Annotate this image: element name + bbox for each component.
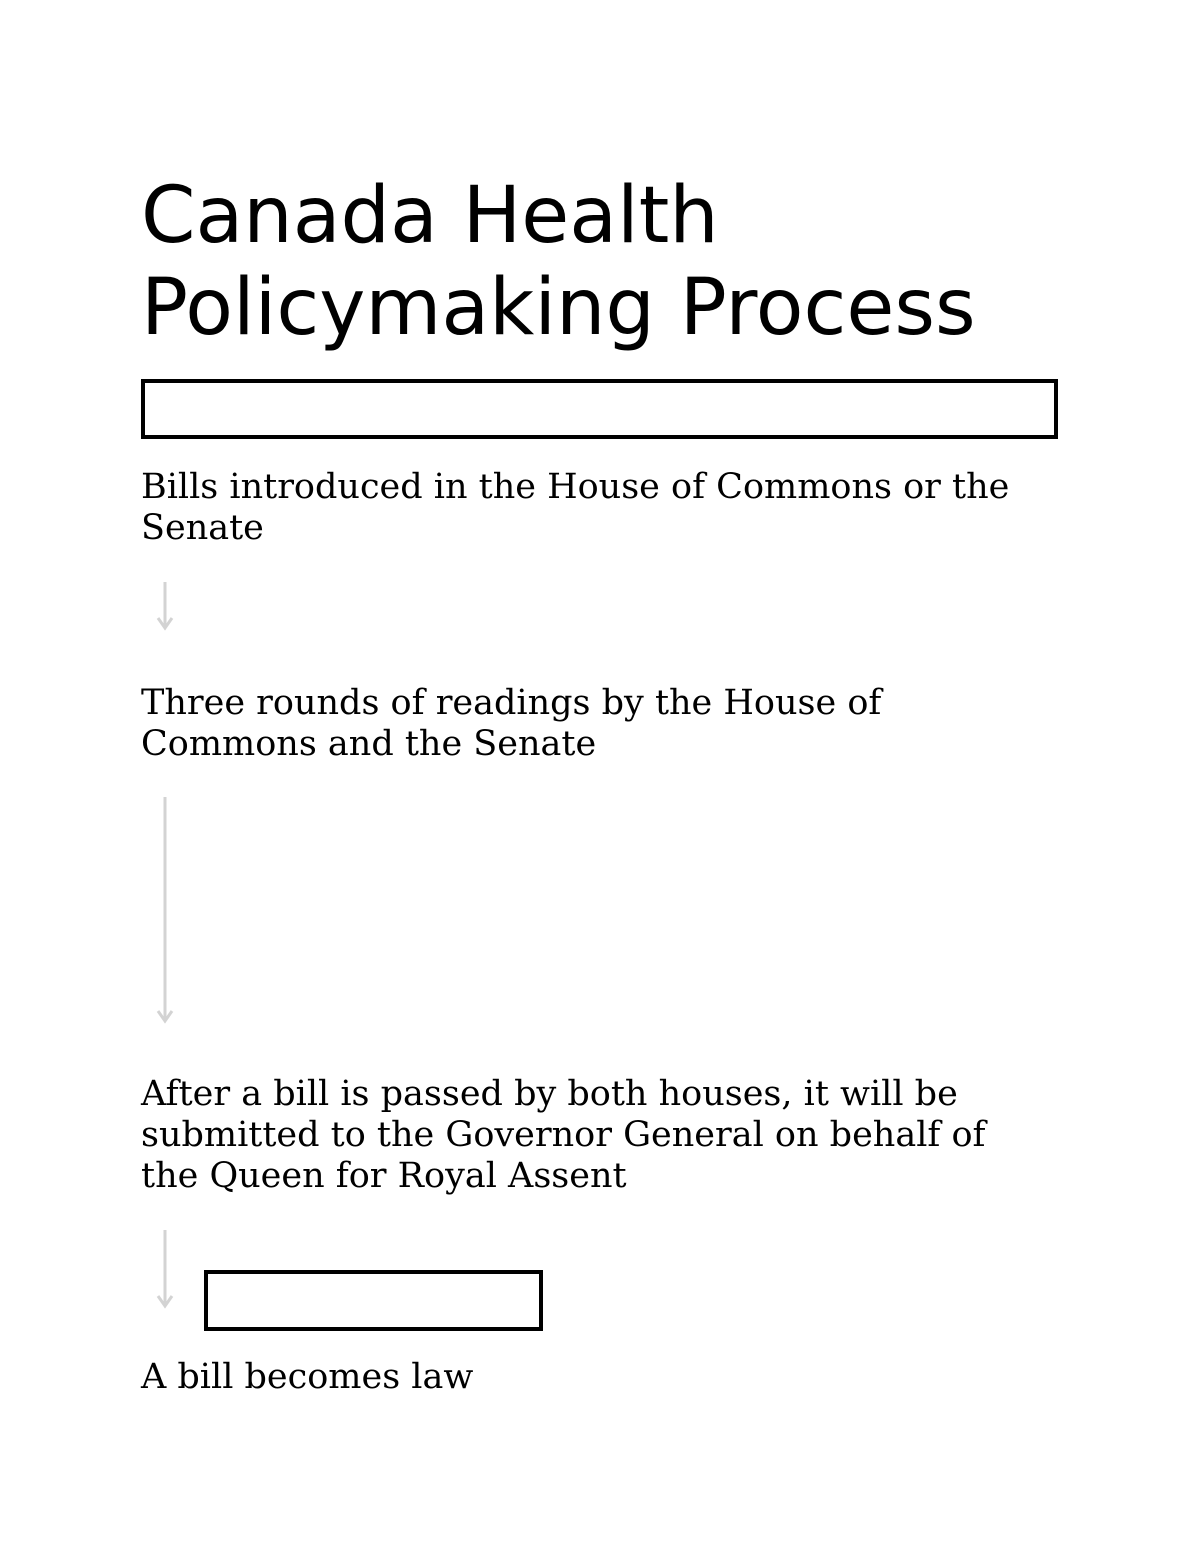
step-royal-assent: After a bill is passed by both houses, it will be submitted to the Governor General on behalf of the Queen for Royal Assent — [141, 1074, 986, 1196]
empty-text-box-bottom — [204, 1270, 543, 1331]
down-arrow-icon — [153, 1228, 177, 1310]
step-three-readings: Three rounds of readings by the House of Commons and the Senate — [141, 683, 882, 764]
page-title-line-2: Policymaking Process — [141, 263, 976, 353]
step-becomes-law: A bill becomes law — [141, 1357, 474, 1397]
down-arrow-icon — [153, 795, 177, 1025]
step-bills-introduced: Bills introduced in the House of Commons or the Senate — [141, 467, 1010, 548]
down-arrow-icon — [153, 580, 177, 632]
page-title-line-1: Canada Health — [141, 171, 719, 261]
empty-text-box-top — [141, 379, 1058, 439]
